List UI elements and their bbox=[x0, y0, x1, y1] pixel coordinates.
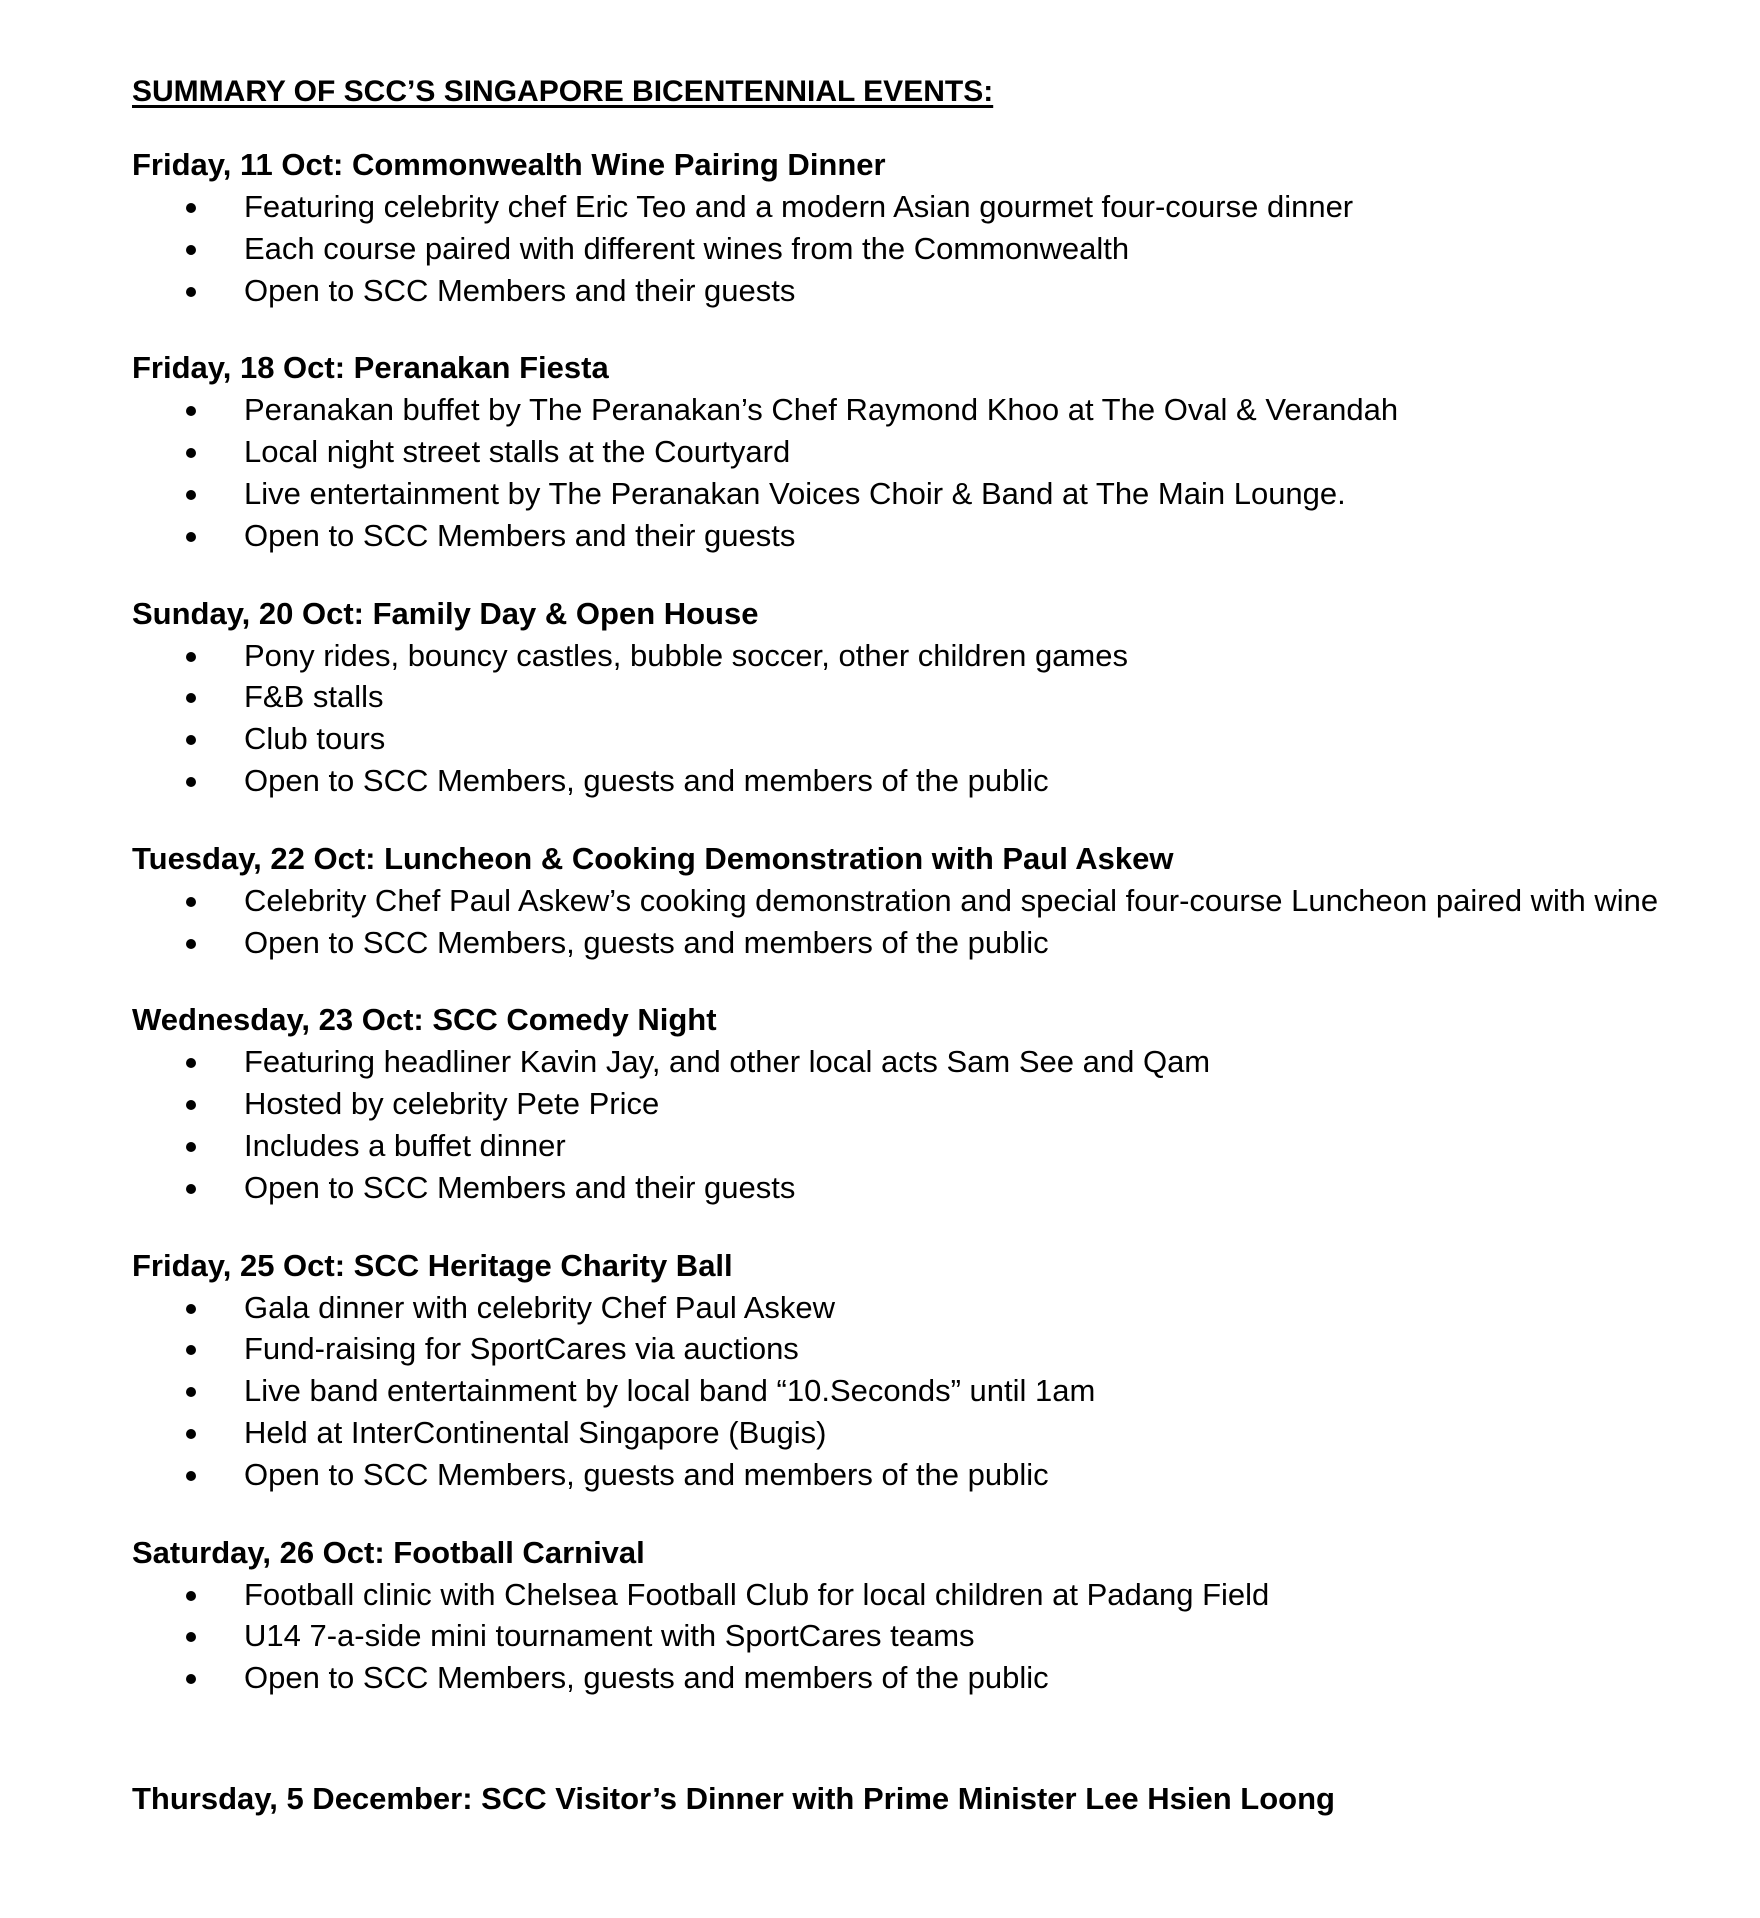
bullet-text: Featuring celebrity chef Eric Teo and a modern Asian gourmet four-course dinner bbox=[244, 189, 1354, 224]
event-section bbox=[132, 347, 1692, 556]
event-bullet-list bbox=[132, 1041, 1692, 1208]
bullet-point-icon bbox=[186, 1184, 196, 1194]
bullet-text: Open to SCC Members and their guests bbox=[244, 517, 796, 553]
bullet-point-icon bbox=[186, 652, 196, 662]
bullet-point-icon bbox=[186, 1100, 196, 1110]
event-bullet-item bbox=[132, 1454, 1692, 1496]
bullet-point-icon bbox=[186, 245, 196, 255]
bullet-point-icon bbox=[186, 448, 196, 458]
event-heading: Friday, 18 Oct: Peranakan Fiesta bbox=[132, 350, 609, 386]
event-bullet-item bbox=[132, 760, 1692, 802]
event-list bbox=[132, 144, 1692, 1699]
bullet-text: Live entertainment by The Peranakan Voices Choir & Band at The Main Lounge. bbox=[244, 475, 1346, 511]
bullet-text: Open to SCC Members and their guests bbox=[244, 272, 796, 308]
bullet-text: Open to SCC Members, guests and members of the public bbox=[244, 762, 1049, 798]
event-bullet-item bbox=[132, 676, 1692, 718]
event-bullet-item bbox=[132, 1574, 1692, 1616]
event-heading: Sunday, 20 Oct: Family Day & Open House bbox=[132, 595, 759, 631]
bullet-point-icon bbox=[186, 1058, 196, 1068]
event-bullet-item bbox=[132, 1615, 1692, 1657]
event-bullet-item bbox=[132, 389, 1692, 431]
event-section bbox=[132, 144, 1692, 311]
event-bullet-item bbox=[132, 922, 1692, 964]
event-bullet-item bbox=[132, 228, 1692, 270]
document-body bbox=[132, 72, 1692, 1735]
bullet-point-icon bbox=[186, 1142, 196, 1152]
bullet-point-icon bbox=[186, 939, 196, 949]
bullet-text: Open to SCC Members, guests and members of the public bbox=[244, 1660, 1049, 1696]
bullet-text: Open to SCC Members and their guests bbox=[244, 1169, 796, 1205]
bullet-point-icon bbox=[186, 287, 196, 297]
bullet-text: Club tours bbox=[244, 721, 386, 757]
bullet-point-icon bbox=[186, 1674, 196, 1684]
bullet-text: U14 7-a-side mini tournament with SportCares teams bbox=[244, 1618, 975, 1654]
bullet-point-icon bbox=[186, 406, 196, 416]
event-bullet-item bbox=[132, 635, 1692, 677]
event-bullet-item bbox=[132, 1412, 1692, 1454]
bullet-text: Live band entertainment by local band “10.Seconds” until 1am bbox=[244, 1373, 1096, 1409]
bullet-text: Gala dinner with celebrity Chef Paul Askew bbox=[244, 1289, 836, 1325]
event-bullet-item bbox=[132, 1083, 1692, 1125]
bullet-point-icon bbox=[186, 1345, 196, 1355]
event-section bbox=[132, 1532, 1692, 1699]
event-bullet-item bbox=[132, 270, 1692, 312]
bullet-point-icon bbox=[186, 1471, 196, 1481]
bullet-point-icon bbox=[186, 490, 196, 500]
event-bullet-item bbox=[132, 1328, 1692, 1370]
event-bullet-list bbox=[132, 635, 1692, 802]
event-bullet-item bbox=[132, 431, 1692, 473]
event-bullet-item bbox=[132, 515, 1692, 557]
bullet-text: Open to SCC Members, guests and members of the public bbox=[244, 1456, 1049, 1492]
event-section bbox=[132, 838, 1692, 964]
event-bullet-item bbox=[132, 1287, 1692, 1329]
bullet-text: Held at InterContinental Singapore (Bugis) bbox=[244, 1414, 827, 1450]
event-bullet-item bbox=[132, 880, 1692, 922]
event-bullet-list bbox=[132, 880, 1692, 964]
event-heading: Tuesday, 22 Oct: Luncheon & Cooking Demonstration with Paul Askew bbox=[132, 840, 1174, 876]
bullet-point-icon bbox=[186, 1632, 196, 1642]
bullet-point-icon bbox=[186, 777, 196, 787]
event-heading: Saturday, 26 Oct: Football Carnival bbox=[132, 1534, 645, 1570]
bullet-text: Pony rides, bouncy castles, bubble soccer, other children games bbox=[244, 637, 1128, 673]
bullet-point-icon bbox=[186, 1429, 196, 1439]
bullet-text: Football clinic with Chelsea Football Club for local children at Padang Field bbox=[244, 1576, 1270, 1612]
bullet-point-icon bbox=[186, 735, 196, 745]
event-bullet-item bbox=[132, 1657, 1692, 1699]
bullet-text: Hosted by celebrity Pete Price bbox=[244, 1086, 660, 1122]
event-bullet-list bbox=[132, 389, 1692, 556]
event-bullet-item bbox=[132, 186, 1692, 228]
event-bullet-item bbox=[132, 1370, 1692, 1412]
event-heading: Wednesday, 23 Oct: SCC Comedy Night bbox=[132, 1002, 717, 1038]
event-bullet-item bbox=[132, 718, 1692, 760]
bullet-point-icon bbox=[186, 203, 196, 213]
bullet-text: Peranakan buffet by The Peranakan’s Chef Raymond Khoo at The Oval & Verandah bbox=[244, 392, 1399, 428]
bullet-text: Fund-raising for SportCares via auctions bbox=[244, 1331, 799, 1367]
document-title: SUMMARY OF SCC’S SINGAPORE BICENTENNIAL EVENTS: bbox=[132, 75, 994, 108]
bullet-point-icon bbox=[186, 532, 196, 542]
event-bullet-item bbox=[132, 1041, 1692, 1083]
bullet-text: Each course paired with different wines from the Commonwealth bbox=[244, 230, 1130, 266]
event-heading: Friday, 11 Oct: Commonwealth Wine Pairing Dinner bbox=[132, 147, 886, 182]
final-event-heading: Thursday, 5 December: SCC Visitor’s Dinner with Prime Minister Lee Hsien Loong bbox=[132, 1781, 1335, 1816]
event-heading: Friday, 25 Oct: SCC Heritage Charity Ball bbox=[132, 1247, 733, 1283]
event-section bbox=[132, 1245, 1692, 1496]
bullet-point-icon bbox=[186, 1387, 196, 1397]
bullet-point-icon bbox=[186, 897, 196, 907]
bullet-text: Local night street stalls at the Courtyard bbox=[244, 434, 791, 470]
bullet-text: Includes a buffet dinner bbox=[244, 1127, 566, 1163]
bullet-text: Open to SCC Members, guests and members of the public bbox=[244, 924, 1049, 960]
event-bullet-item bbox=[132, 1125, 1692, 1167]
event-bullet-list bbox=[132, 1574, 1692, 1699]
bullet-text: F&B stalls bbox=[244, 679, 384, 715]
event-bullet-item bbox=[132, 473, 1692, 515]
bullet-text: Featuring headliner Kavin Jay, and other local acts Sam See and Qam bbox=[244, 1044, 1211, 1080]
bullet-point-icon bbox=[186, 1304, 196, 1314]
bullet-point-icon bbox=[186, 693, 196, 703]
event-section bbox=[132, 999, 1692, 1208]
event-section bbox=[132, 593, 1692, 802]
bullet-text: Celebrity Chef Paul Askew’s cooking demonstration and special four-course Luncheon paired with wine bbox=[244, 882, 1659, 918]
bullet-point-icon bbox=[186, 1591, 196, 1601]
event-bullet-item bbox=[132, 1167, 1692, 1209]
event-bullet-list bbox=[132, 1287, 1692, 1496]
event-bullet-list bbox=[132, 186, 1692, 311]
